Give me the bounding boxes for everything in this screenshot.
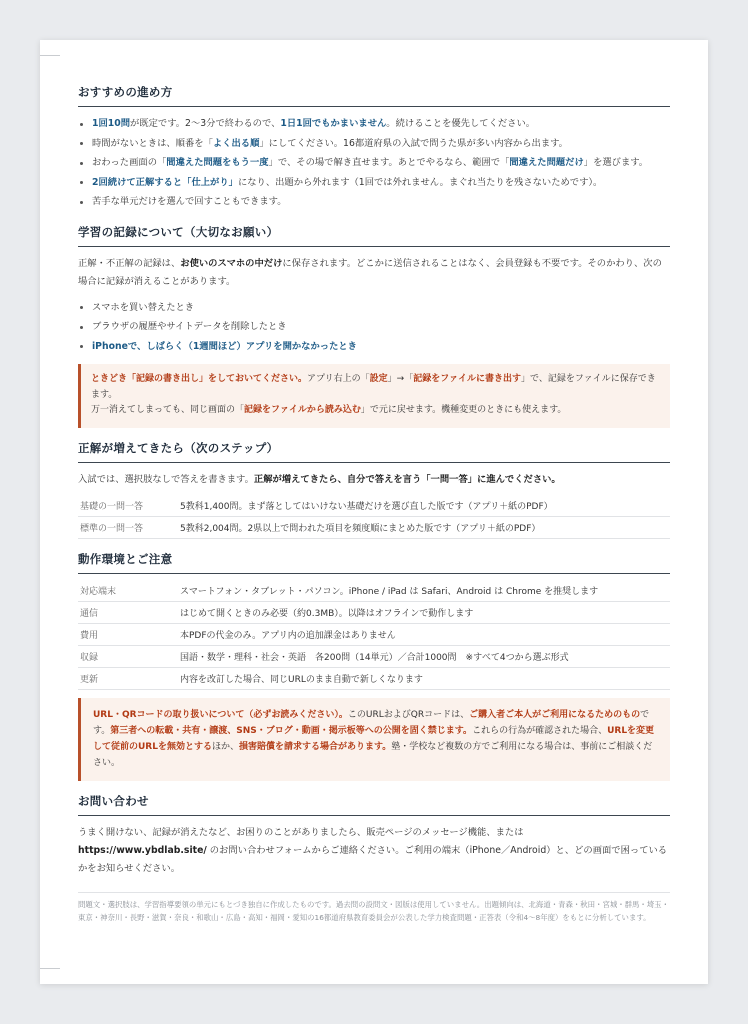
contact-paragraph: うまく開けない、記録が消えたなど、お困りのことがありましたら、販売ページのメッセージ機能、または https://www.ybdlab.site/ のお問い合わせフォームからご連絡ください。ご利用の端末（iPhone／Android）と、どの画面で困っているかをお知らせください。	[78, 826, 668, 874]
list-item: 1回10問が既定です。2～3分で終わるので、1日1回でもかまいません。続けることを優先してください。	[78, 114, 670, 134]
list-item: iPhoneで、しばらく（1週間ほど）アプリを開かなかったとき	[78, 337, 670, 357]
table-row: 通信 はじめて開くときのみ必要（約0.3MB）。以降はオフラインで動作します	[78, 601, 670, 623]
next-step-paragraph: 入試では、選択肢なしで答えを書きます。正解が増えてきたら、自分で答えを言う「一問一答」に進んでください。	[78, 473, 561, 485]
list-item: おわった画面の「間違えた問題をもう一度」で、その場で解き直せます。あとでやるなら、範囲で「間違えた問題だけ」を選びます。	[78, 153, 670, 173]
section-title-environment: 動作環境とご注意	[78, 551, 670, 574]
section-title-records: 学習の記録について（大切なお願い）	[78, 224, 670, 247]
contact-url-link[interactable]: https://www.ybdlab.site/	[78, 844, 207, 856]
table-row: 標準の一問一答 5教科2,004問。2県以上で問われた項目を頻度順にまとめた版です（アプリ＋紙のPDF）	[78, 516, 670, 538]
export-note-callout: ときどき「記録の書き出し」をしておいてください。アプリ右上の「設定」→「記録をファイルに書き出す」で、記録をファイルに保存できます。 万一消えてしまっても、同じ画面の「記録をファイルから読み込む」で元に戻せます。機種変更のときにも使えます。	[78, 364, 670, 428]
records-paragraph: 正解・不正解の記録は、お使いのスマホの中だけに保存されます。どこかに送信されることはなく、会員登録も不要です。そのかわり、次の場合に記録が消えることがあります。	[78, 257, 662, 287]
table-row: 基礎の一問一答 5教科1,400問。まず落としてはいけない基礎だけを選び直した版です（アプリ＋紙のPDF）	[78, 495, 670, 517]
list-item: 時間がないときは、順番を「よく出る順」にしてください。16都道府県の入試で問うた県が多い内容から出ます。	[78, 134, 670, 154]
table-row: 対応端末 スマートフォン・タブレット・パソコン。iPhone / iPad は Safari、Android は Chrome を推奨します	[78, 580, 670, 602]
document-page	[40, 40, 708, 984]
list-item: スマホを買い替えたとき	[78, 298, 670, 318]
page-content	[78, 84, 670, 924]
environment-table	[78, 580, 670, 690]
crop-mark-bottom	[40, 968, 60, 969]
section-title-recommended: おすすめの進め方	[78, 84, 670, 107]
recommended-list	[78, 114, 670, 212]
list-item: 2回続けて正解すると「仕上がり」になり、出題から外れます（1回では外れません。まぐれ当たりを残さないためです）。	[78, 173, 670, 193]
table-row: 費用 本PDFの代金のみ。アプリ内の追加課金はありません	[78, 623, 670, 645]
list-item: ブラウザの履歴やサイトデータを削除したとき	[78, 317, 670, 337]
crop-mark-top	[40, 55, 60, 56]
url-warning-callout: URL・QRコードの取り扱いについて（必ずお読みください）。このURLおよびQRコードは、ご購入者ご本人がご利用になるためのものです。第三者への転載・共有・譲渡、SNS・ブログ・動画・掲示板等への公開を固く禁じます。これらの行為が確認された場合、URLを変更して従前のURLを無効とするほか、損害賠償を請求する場合があります。塾・学校など複数の方でご利用になる場合は、事前にご相談ください。	[78, 698, 670, 781]
next-step-table	[78, 495, 670, 539]
table-row: 更新 内容を改訂した場合、同じURLのまま自動で新しくなります	[78, 667, 670, 689]
section-title-next-step: 正解が増えてきたら（次のステップ）	[78, 440, 670, 463]
list-item: 苦手な単元だけを選んで回すこともできます。	[78, 192, 670, 212]
records-list	[78, 298, 670, 357]
footer-note: 問題文・選択肢は、学習指導要領の単元にもとづき独自に作成したものです。過去問の設問文・図版は使用していません。出題傾向は、北海道・青森・秋田・宮城・群馬・埼玉・東京・神奈川・長野・滋賀・奈良・和歌山・広島・高知・福岡・愛知の16都道府県教育委員会が公表した学力検査問題・正答表（令和4～8年度）をもとに分析しています。	[78, 892, 670, 924]
section-title-contact: お問い合わせ	[78, 793, 670, 816]
table-row: 収録 国語・数学・理科・社会・英語 各200問（14単元）／合計1000問 ※すべて4つから選ぶ形式	[78, 645, 670, 667]
